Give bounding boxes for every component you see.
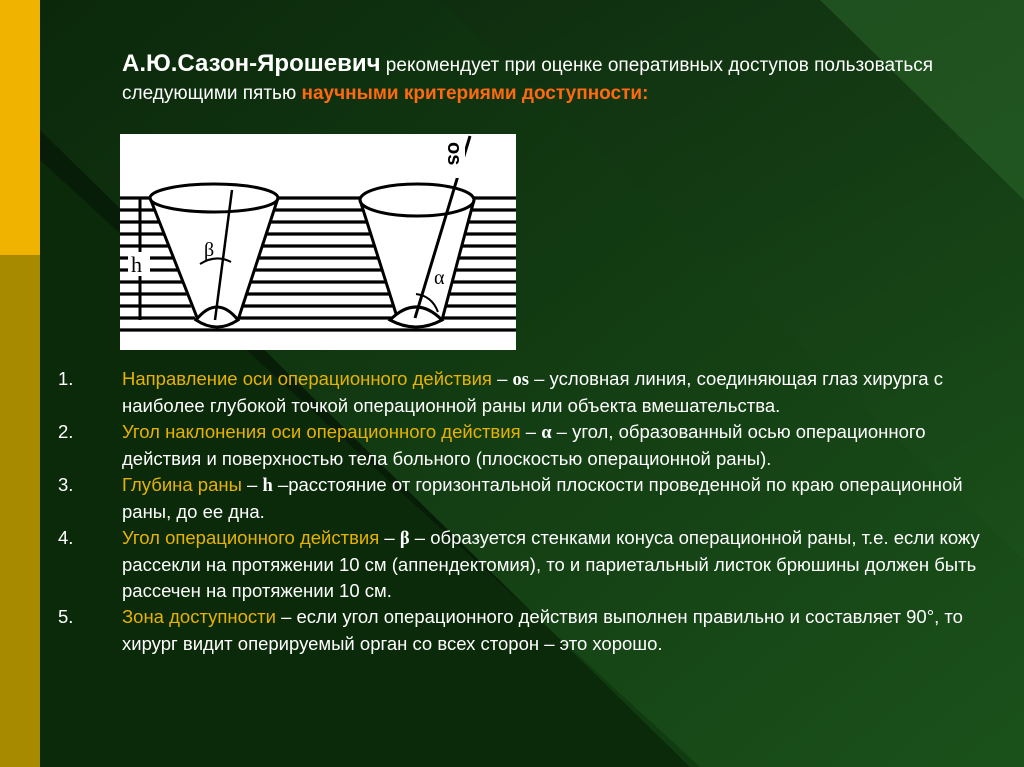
item-dash: – bbox=[520, 421, 542, 442]
item-symbol: β bbox=[399, 529, 410, 549]
item-symbol: α bbox=[541, 423, 552, 443]
item-text: –расстояние от горизонтальной плоскости проведенной по краю операционной раны, до ее дна. bbox=[122, 474, 963, 522]
item-number: 2. bbox=[58, 421, 74, 442]
criterion-item bbox=[0, 366, 1024, 419]
header-highlight: научными критериями доступности: bbox=[301, 83, 649, 104]
author-name: А.Ю.Сазон-Ярошевич bbox=[122, 50, 381, 77]
item-symbol: os bbox=[512, 370, 529, 390]
criteria-list bbox=[0, 366, 1024, 657]
label-alpha: α bbox=[434, 267, 445, 289]
item-term: Угол операционного действия bbox=[122, 527, 380, 548]
header-text: рекомендует при оценке оперативных доступов пользоваться следующими пятью bbox=[122, 55, 934, 104]
item-term: Направление оси операционного действия bbox=[122, 368, 492, 389]
item-number: 4. bbox=[58, 527, 74, 548]
criterion-item bbox=[0, 525, 1024, 604]
item-dash: – bbox=[379, 527, 400, 548]
cone-diagram bbox=[120, 134, 516, 350]
label-beta: β bbox=[204, 239, 215, 261]
item-symbol: h bbox=[262, 476, 273, 496]
item-text: – условная линия, соединяющая глаз хирурга с наиболее глубокой точкой операционной раны или объекта вмешательства. bbox=[122, 368, 943, 416]
item-text: – образуется стенками конуса операционной раны, т.е. если кожу рассекли на протяжении 10 см (аппендектомия), то и париетальный листок брюшины должен быть рассечен на протяжении 10 см. bbox=[122, 527, 980, 601]
item-number: 3. bbox=[58, 474, 74, 495]
criterion-item bbox=[0, 472, 1024, 525]
accent-bar-top bbox=[0, 0, 40, 255]
item-number: 1. bbox=[58, 368, 74, 389]
item-term: Зона доступности bbox=[122, 606, 276, 627]
access-cones-figure bbox=[120, 134, 516, 350]
criterion-item bbox=[0, 419, 1024, 472]
label-h: h bbox=[131, 252, 142, 277]
item-term: Глубина раны bbox=[122, 474, 242, 495]
item-dash: – bbox=[491, 368, 513, 389]
item-text: – если угол операционного действия выполнен правильно и составляет 90°, то хирург видит оперируемый орган со всех сторон – это хорошо. bbox=[122, 606, 963, 654]
slide-header bbox=[122, 50, 982, 108]
item-text: – угол, образованный осью операционного действия и поверхностью тела больного (плоскостью операционной раны). bbox=[122, 421, 926, 469]
criterion-item bbox=[0, 604, 1024, 657]
item-number: 5. bbox=[58, 606, 74, 627]
label-os: os bbox=[443, 142, 465, 166]
item-dash: – bbox=[241, 474, 263, 495]
item-term: Угол наклонения оси операционного действия bbox=[122, 421, 521, 442]
